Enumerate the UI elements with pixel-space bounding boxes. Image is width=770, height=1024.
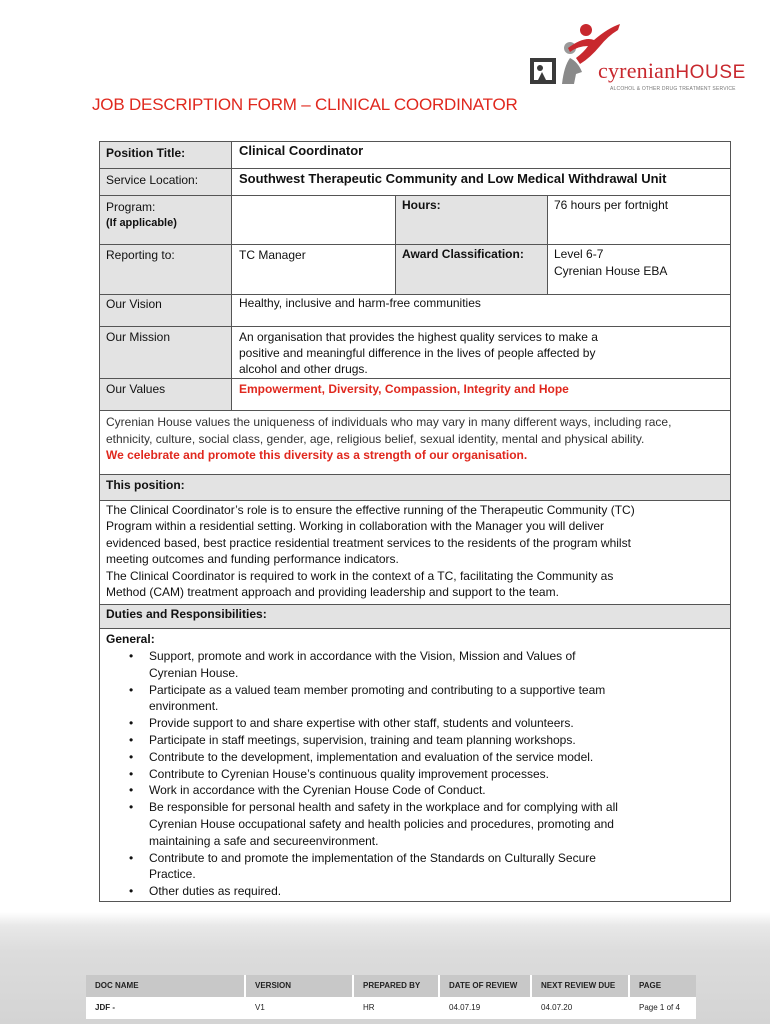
award-label: Award Classification: (402, 247, 524, 261)
footer-header-page: PAGE (630, 975, 696, 997)
mission-label: Our Mission (106, 330, 171, 344)
values-label: Our Values (106, 382, 166, 396)
reporting-value: TC Manager (239, 248, 306, 262)
footer-next-review: 04.07.20 (541, 1003, 573, 1012)
service-location-label: Service Location: (106, 173, 199, 187)
mission-line: alcohol and other drugs. (239, 362, 368, 376)
footer-header-version: VERSION (246, 975, 352, 997)
duty-bullet-line: • Participate in staff meetings, supervision, training and team planning workshops. (149, 732, 576, 747)
footer-header-prepared-by: PREPARED BY (354, 975, 438, 997)
general-subheading: General: (106, 632, 155, 646)
position-title-label: Position Title: (106, 146, 186, 160)
footer-doc-name: JDF - (95, 1003, 115, 1012)
values-value: Empowerment, Diversity, Compassion, Integrity and Hope (239, 382, 569, 396)
hours-value: 76 hours per fortnight (554, 198, 669, 212)
duty-bullet-line: • Provide support to and share expertise with other staff, students and volunteers. (149, 716, 574, 731)
position-line: meeting outcomes and funding performance indicators. (106, 552, 399, 566)
program-label: Program: (106, 200, 156, 214)
program-note: (If applicable) (106, 217, 177, 229)
duty-bullet-item (129, 648, 669, 682)
this-position-heading-cell (99, 474, 731, 501)
duty-bullet-line: • Support, promote and work in accordance with the Vision, Mission and Values of (149, 649, 576, 663)
duty-bullet-line: • Be responsible for personal health and safety in the workplace and for complying with all (149, 800, 618, 815)
position-line: Program within a residential setting. Working in collaboration with the Manager you will deliver (106, 519, 605, 533)
this-position-heading: This position: (106, 478, 185, 492)
footer-header-next-review: NEXT REVIEW DUE (532, 975, 628, 997)
logo-tagline: ALCOHOL & OTHER DRUG TREATMENT SERVICE (610, 86, 736, 92)
position-line: Method (CAM) treatment approach and providing leadership and support to the team. (106, 585, 559, 599)
duty-bullet-item (129, 766, 669, 783)
duty-bullet-item (129, 883, 669, 900)
footer-header-doc-name: DOC NAME (86, 975, 244, 997)
position-line: The Clinical Coordinator’s role is to ensure the effective running of the Therapeutic Community (TC) (106, 503, 635, 517)
program-value-cell (231, 195, 396, 245)
diversity-highlight: We celebrate and promote this diversity as a strength of our organisation. (106, 448, 528, 462)
footer-date-of-review: 04.07.19 (449, 1003, 481, 1012)
award-value-eba: Cyrenian House EBA (554, 264, 668, 278)
footer-version: V1 (255, 1003, 265, 1012)
duty-bullet-line: • Participate as a valued team member promoting and contributing to a supportive team (149, 682, 606, 697)
footer-header-date-of-review: DATE OF REVIEW (440, 975, 530, 997)
position-title-value: Clinical Coordinator (239, 143, 364, 158)
duties-bullet-list (129, 648, 669, 900)
mission-line: An organisation that provides the highest quality services to make a (239, 330, 598, 344)
duty-bullet-item (129, 782, 669, 799)
footer-page: Page 1 of 4 (639, 1003, 680, 1012)
duties-heading: Duties and Responsibilities: (106, 607, 267, 621)
duty-bullet-line: • Contribute to and promote the implementation of the Standards on Culturally Secure (149, 850, 596, 865)
duty-bullet-line: • Contribute to Cyrenian House’s continuous quality improvement processes. (149, 766, 549, 781)
duty-bullet-line: maintaining a safe and secureenvironment. (149, 833, 379, 848)
reporting-label: Reporting to: (106, 248, 175, 262)
duty-bullet-line: Cyrenian House. (149, 665, 239, 680)
duty-bullet-item (129, 799, 669, 849)
duty-bullet-line: Cyrenian House occupational safety and health policies and procedures, promoting and (149, 816, 614, 831)
duty-bullet-line: • Work in accordance with the Cyrenian House Code of Conduct. (149, 783, 486, 798)
duty-bullet-item (129, 850, 669, 884)
diversity-line: Cyrenian House values the uniqueness of individuals who may vary in many different ways, including race, (106, 415, 672, 429)
duty-bullet-line: • Contribute to the development, implementation and evaluation of the service model. (149, 749, 594, 764)
position-line: The Clinical Coordinator is required to work in the context of a TC, facilitating the Community as (106, 569, 614, 583)
diversity-line: ethnicity, culture, social class, gender, age, religious belief, sexual identity, mental and physical ability. (106, 432, 645, 446)
duty-bullet-line: environment. (149, 699, 219, 714)
position-line: evidenced based, best practice residential treatment services to the residents of the program whilst (106, 536, 631, 550)
duty-bullet-item (129, 732, 669, 749)
footer-prepared-by: HR (363, 1003, 375, 1012)
duty-bullet-line: • Other duties as required. (149, 884, 282, 899)
duty-bullet-item (129, 749, 669, 766)
award-value-level: Level 6-7 (554, 247, 604, 261)
service-location-value: Southwest Therapeutic Community and Low Medical Withdrawal Unit (239, 171, 667, 186)
document-footer-table (86, 975, 696, 1019)
logo-wordmark: cyrenianHOUSE (598, 58, 746, 83)
duty-bullet-item (129, 715, 669, 732)
page-title: JOB DESCRIPTION FORM – CLINICAL COORDINATOR (92, 95, 518, 114)
vision-value: Healthy, inclusive and harm-free communities (239, 296, 481, 310)
hours-label: Hours: (402, 198, 441, 212)
duty-bullet-line: Practice. (149, 867, 196, 882)
mission-line: positive and meaningful difference in the lives of people affected by (239, 346, 596, 360)
vision-label: Our Vision (106, 297, 162, 311)
duty-bullet-item (129, 682, 669, 716)
